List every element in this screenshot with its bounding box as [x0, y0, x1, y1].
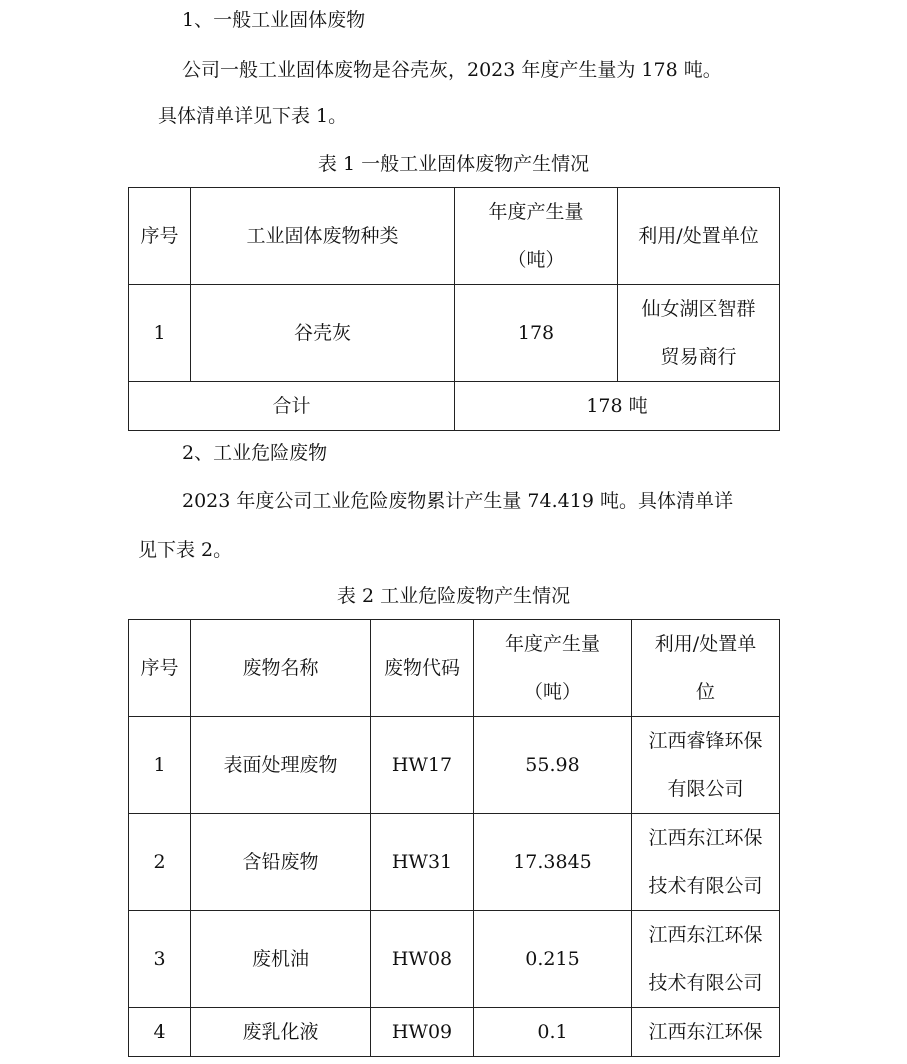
table2-cell-code: HW17	[371, 717, 474, 814]
table2-cell-unit-line1: 江西东江环保	[648, 924, 763, 946]
table2-cell-amount: 0.1	[474, 1008, 632, 1057]
table-row	[129, 285, 780, 382]
table2-header-no: 序号	[129, 620, 191, 717]
table2-header-amount-line1: 年度产生量	[504, 633, 600, 655]
table2-cell-amount: 0.215	[474, 911, 632, 1008]
table2-header-name: 废物名称	[191, 620, 371, 717]
section2-heading: 2、工业危险废物	[182, 442, 328, 464]
table2-header-unit-line2: 位	[695, 681, 715, 703]
table2-cell-name: 表面处理废物	[191, 717, 371, 814]
section1-paragraph-line2: 具体清单详见下表 1。	[158, 105, 348, 127]
table1-header-amount-line2: （吨）	[507, 249, 565, 271]
table-row	[129, 717, 780, 814]
table2-cell-unit	[632, 717, 780, 814]
table1-caption: 表 1 一般工业固体废物产生情况	[317, 153, 590, 175]
table2-cell-amount: 55.98	[474, 717, 632, 814]
table2-cell-unit	[632, 814, 780, 911]
table1-cell-type: 谷壳灰	[191, 285, 455, 382]
table2-header-code: 废物代码	[371, 620, 474, 717]
table2-cell-no: 1	[129, 717, 191, 814]
table2	[128, 619, 780, 1057]
table2-cell-name: 含铅废物	[191, 814, 371, 911]
table-row	[129, 814, 780, 911]
table1-header-no: 序号	[129, 188, 191, 285]
table2-cell-unit-line2: 技术有限公司	[648, 875, 763, 897]
table1-header-unit: 利用/处置单位	[618, 188, 780, 285]
table-row	[129, 911, 780, 1008]
table1-header-type: 工业固体废物种类	[191, 188, 455, 285]
table1-header-amount-line1: 年度产生量	[488, 201, 584, 223]
table1-total-row	[129, 382, 780, 431]
table2-header-unit-line1: 利用/处置单	[654, 633, 757, 655]
table1-cell-amount: 178	[455, 285, 618, 382]
table2-cell-unit-line2: 有限公司	[667, 778, 744, 800]
table1-total-value: 178 吨	[455, 382, 780, 431]
table2-cell-name: 废乳化液	[191, 1008, 371, 1057]
table2-cell-name: 废机油	[191, 911, 371, 1008]
table2-header-unit	[632, 620, 780, 717]
section1-heading: 1、一般工业固体废物	[182, 9, 366, 31]
table2-cell-no: 4	[129, 1008, 191, 1057]
table2-caption: 表 2 工业危险废物产生情况	[336, 585, 571, 607]
table2-cell-code: HW31	[371, 814, 474, 911]
table1-cell-unit-line1: 仙女湖区智群	[641, 298, 756, 320]
table1-total-label: 合计	[129, 382, 455, 431]
table1	[128, 187, 780, 431]
section1-paragraph-line1: 公司一般工业固体废物是谷壳灰，2023 年度产生量为 178 吨。	[182, 59, 722, 81]
section2-paragraph-line1: 2023 年度公司工业危险废物累计产生量 74.419 吨。具体清单详	[182, 490, 733, 512]
section2-paragraph-line2: 见下表 2。	[138, 539, 233, 561]
table1-cell-unit-line2: 贸易商行	[660, 346, 737, 368]
table2-cell-unit	[632, 911, 780, 1008]
table2-cell-amount: 17.3845	[474, 814, 632, 911]
table2-cell-no: 3	[129, 911, 191, 1008]
table1-header-row	[129, 188, 780, 285]
table2-cell-unit-line2: 技术有限公司	[648, 972, 763, 994]
table1-header-amount	[455, 188, 618, 285]
table2-cell-code: HW09	[371, 1008, 474, 1057]
table2-cell-unit-line1: 江西睿锋环保	[648, 730, 763, 752]
table2-header-row	[129, 620, 780, 717]
table1-cell-unit	[618, 285, 780, 382]
table2-cell-unit-line1: 江西东江环保	[648, 827, 763, 849]
table1-cell-no: 1	[129, 285, 191, 382]
table-row	[129, 1008, 780, 1057]
table2-header-amount-line2: （吨）	[523, 681, 581, 703]
table2-cell-code: HW08	[371, 911, 474, 1008]
table2-header-amount	[474, 620, 632, 717]
table2-cell-no: 2	[129, 814, 191, 911]
table2-cell-unit: 江西东江环保	[632, 1008, 780, 1057]
